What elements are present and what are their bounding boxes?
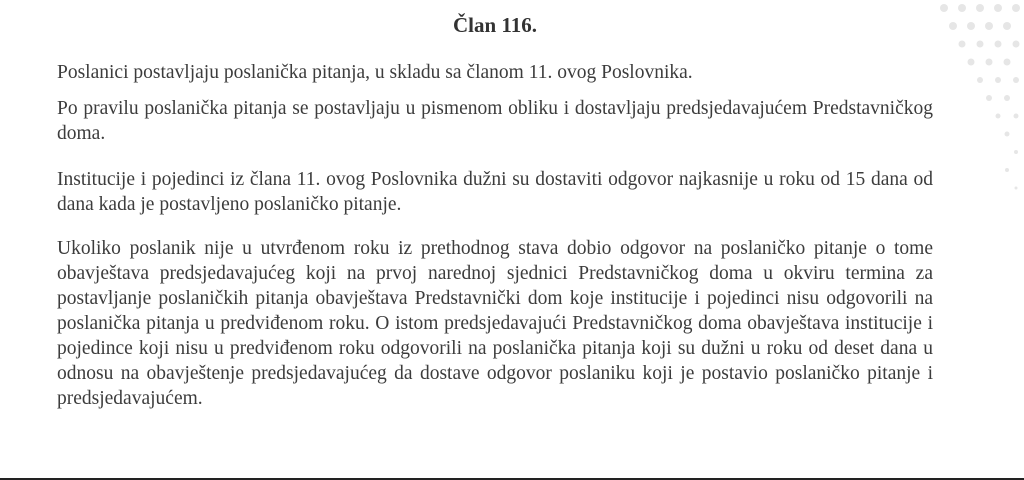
paragraph-3: Institucije i pojedinci iz člana 11. ovog Poslovnika dužni su dostaviti odgovor najkasnije u roku od 15 dana od dana kada je postavljeno poslaničko pitanje. xyxy=(57,169,933,215)
decorative-dot-pattern xyxy=(934,0,1024,240)
paragraph-4: Ukoliko poslanik nije u utvrđenom roku iz prethodnog stava dobio odgovor na poslaničko pitanje o tome obavještava predsjedavajućeg koji na prvoj narednoj sjednici Predstavničkog doma u okviru termina za postavljanje poslaničkih pitanja obavještava Predstavnički dom koje institucije i pojedinci nisu odgovorili na poslanička pitanja u predviđenom roku. O istom predsjedavajući Predstavničkog doma obavještava institucije i pojedince koji nisu u predviđenom roku odgovorili na poslanička pitanja koji su dužni u roku od deset dana u odnosu na obavještenje predsjedavajućeg da dostave odgovor poslaniku koji je postavio poslaničko pitanje i predsjedavajućem. xyxy=(57,238,933,409)
article-title: Član 116. xyxy=(452,13,538,37)
paragraph-2: Po pravilu poslanička pitanja se postavljaju u pismenom obliku i dostavljaju predsjedavajućem Predstavničkog doma. xyxy=(57,98,933,144)
document-page xyxy=(57,0,933,480)
paragraph-1: Poslanici postavljaju poslanička pitanja, u skladu sa članom 11. ovog Poslovnika. xyxy=(57,62,693,83)
